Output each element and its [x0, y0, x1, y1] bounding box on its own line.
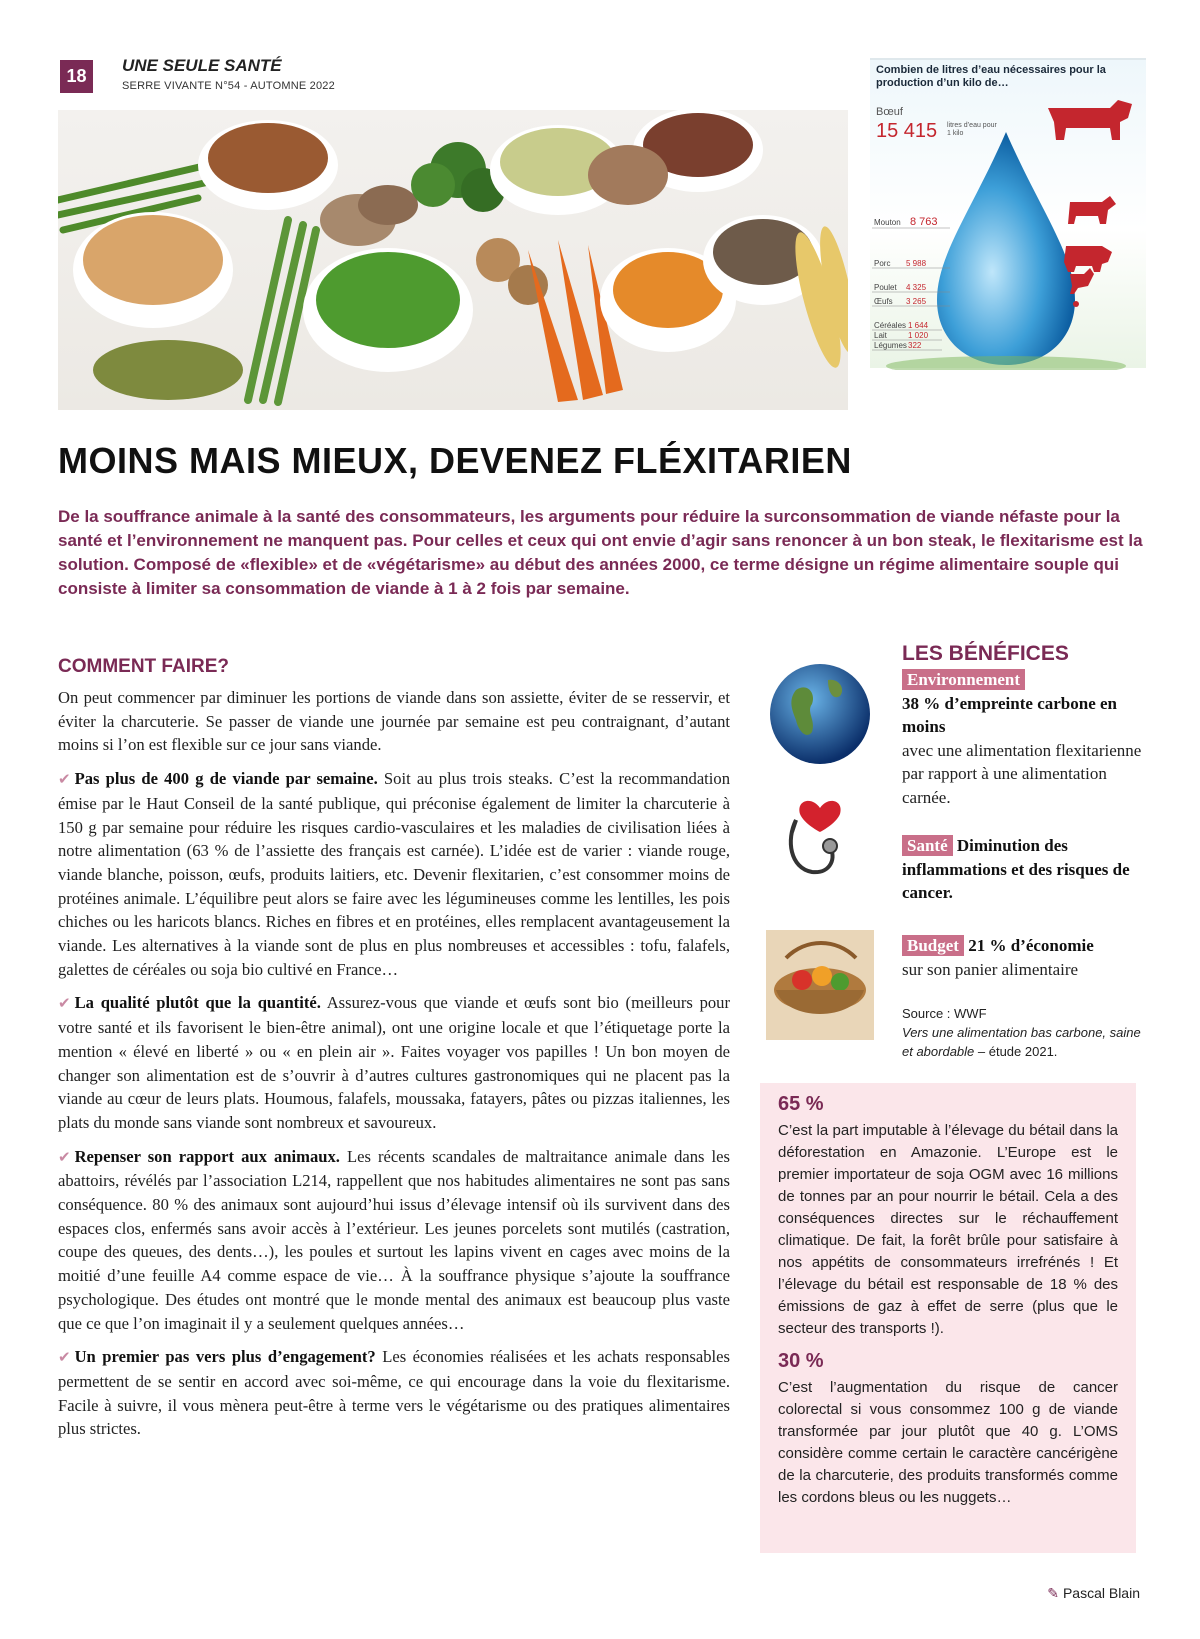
- stat-value: 65 %: [778, 1093, 824, 1115]
- infographic-title: Combien de litres d’eau nécessaires pour la production d’un kilo de…: [876, 64, 1106, 89]
- infographic-beef-label: Bœuf: [876, 106, 903, 118]
- earth-icon: [766, 660, 874, 768]
- stat-text: C’est la part imputable à l’élevage du bétail dans la déforestation en Amazonie. L’Europe est le premier importateur de soja OGM avec 16 millions de tonnes par an pour nourrir le bétail. Cela a des conséquences directes sur le réchauffement climatique. De fait, la forêt brûle pour satisfaire à nos appétits de consommateurs irrefrénés ! Et l’élevage du bétail est responsable de 18 % des émissions de gaz à effet de serre (plus que le secteur des transports !).: [778, 1122, 1118, 1337]
- infographic-beef-value: 15 415: [876, 120, 938, 142]
- benefit-budget-text: sur son panier alimentaire: [902, 959, 1079, 979]
- point-paragraph: [58, 767, 730, 981]
- infographic-value-porc: 5 988: [906, 259, 927, 268]
- pencil-icon: ✎: [1047, 1586, 1059, 1602]
- article-title: MOINS MAIS MIEUX, DEVENEZ FLÉXITARIEN: [58, 440, 852, 481]
- point-title: Repenser son rapport aux animaux.: [74, 1146, 340, 1166]
- point-paragraph: [58, 991, 730, 1134]
- rubric-title: UNE SEULE SANTÉ: [122, 56, 282, 75]
- benefit-environment: [902, 668, 1152, 809]
- author-name: Pascal Blain: [1062, 1585, 1140, 1601]
- tag-environment: Environnement: [902, 669, 1025, 690]
- point-text: Les récents scandales de maltraitance animale dans les abattoirs, révélés par l’association L214, rappellent que nos habitudes alimentaires ne sont pas sans conséquence. 80 % des animaux sont aujourd’hui issus d’élevage intensif où ils survivent dans des espaces clos, enfermés sans avoir accès à l’extérieur. Les jeunes porcelets sont mutilés (castration, coupe des queues, des dents…), les poules et surtout les lapins vivent en cages avec moins de la moitié d’une feuille A4 comme espace de vie… À la souffrance physique s’ajoute la souffrance psychologique. Des études ont montré que le monde mental des animaux est beaucoup plus vaste que ce que l’on imaginait il y a seulement quelques années…: [58, 1146, 730, 1333]
- infographic-label-legumes: Légumes: [874, 341, 907, 350]
- stat-text: C’est l’augmentation du risque de cancer colorectal si vous consommez 100 g de viande transformée par jour plutôt que 40 g. L’OMS considère comme certain le caractère cancérigène de la charcuterie, des produits transformés comme les cordons bleus ou les nuggets…: [778, 1379, 1118, 1506]
- checkmark-icon: ✔: [58, 1348, 71, 1367]
- intro-paragraph: On peut commencer par diminuer les portions de viande dans son assiette, éviter de se resservir, et éviter la charcuterie. Se passer de viande une journée par semaine est peu contraignant, d’autant moins si l’on est flexible sur ce jour sans viande.: [58, 688, 730, 755]
- source-suffix: – étude 2021.: [974, 1044, 1058, 1059]
- checkmark-icon: ✔: [58, 770, 71, 789]
- stat-value: 30 %: [778, 1350, 824, 1372]
- page-number: 18: [60, 60, 93, 93]
- point-paragraph: [58, 1345, 730, 1441]
- benefit-environment-text: avec une alimentation flexitarienne par rapport à une alimentation carnée.: [902, 740, 1142, 807]
- main-column: [58, 656, 730, 1451]
- infographic-label-oeufs: Œufs: [874, 297, 893, 306]
- infographic-value-mouton: 8 763: [910, 216, 938, 228]
- point-title: Un premier pas vers plus d’engagement?: [74, 1347, 376, 1367]
- source-label: Source : WWF: [902, 1006, 987, 1021]
- tag-health: Santé: [902, 835, 953, 856]
- infographic-value-oeufs: 3 265: [906, 297, 927, 306]
- infographic-value-cereales: 1 644: [908, 321, 929, 330]
- infographic-label-poulet: Poulet: [874, 283, 897, 292]
- benefit-budget-strong: 21 % d’économie: [968, 936, 1094, 955]
- benefits-title: LES BÉNÉFICES: [902, 642, 1069, 665]
- point-title: La qualité plutôt que la quantité.: [74, 993, 321, 1013]
- infographic-label-lait: Lait: [874, 331, 887, 340]
- infographic-label-mouton: Mouton: [874, 218, 901, 227]
- infographic-value-lait: 1 020: [908, 331, 929, 340]
- infographic-label-porc: Porc: [874, 259, 891, 268]
- source-note: [902, 1004, 1152, 1061]
- section-title: COMMENT FAIRE?: [58, 656, 229, 677]
- food-photo-illustration: [58, 110, 848, 410]
- water-infographic: [870, 58, 1146, 368]
- infographic-value-legumes: 322: [908, 341, 922, 350]
- point-text: Assurez-vous que viande et œufs sont bio (meilleurs pour votre santé et ils favorisent le bien-être animal), ont une origine locale et que l’étiquetage porte la mention « élevé en liberté » ou « en plein air ». Faites voyager vos papilles ! Un bon moyen de changer son alimentation est de s’ouvrir à d’autres cultures gastronomiques qui ne placent pas la viande au cœur de leurs plats. Houmous, falafels, moussaka, fatayers, pâtes ou pizzas italiennes, les plats du monde sans viande sont nombreux et savoureux.: [58, 993, 730, 1132]
- benefit-health: [902, 834, 1152, 905]
- checkmark-icon: ✔: [58, 1147, 71, 1166]
- point-text: Les économies réalisées et les achats responsables permettent de se sentir en accord avec soi-même, ce qui encourage dans la voie du flexitarisme. Facile à suivre, il vous mènera peut-être à terme vers le végétarisme ou des pratiques alimentaires plus strictes.: [58, 1347, 730, 1439]
- infographic-value-poulet: 4 325: [906, 283, 927, 292]
- tag-budget: Budget: [902, 935, 964, 956]
- point-title: Pas plus de 400 g de viande par semaine.: [74, 769, 378, 789]
- article-lead: De la souffrance animale à la santé des consommateurs, les arguments pour réduire la surconsommation de viande néfaste pour la santé et l’environnement ne manquent pas. Pour celles et ceux qui ont envie d’agir sans renoncer à un bon steak, le flexitarisme est la solution. Composé de «flexible» et de «végétarisme» au début des années 2000, ce terme désigne un régime alimentaire souple qui consiste à limiter sa consommation de viande à 1 à 2 fois par semaine.: [58, 507, 1143, 598]
- benefit-environment-strong: 38 % d’empreinte carbone en moins: [902, 693, 1117, 736]
- benefit-budget: [902, 934, 1152, 981]
- point-paragraph: [58, 1145, 730, 1336]
- issue-info: SERRE VIVANTE N°54 - AUTOMNE 2022: [122, 80, 335, 92]
- infographic-label-cereales: Céréales: [874, 321, 907, 330]
- checkmark-icon: ✔: [58, 994, 71, 1013]
- food-photo: [58, 110, 848, 410]
- stats-box: [760, 1083, 1136, 1553]
- infographic-unit: litres d’eau pour 1 kilo: [947, 122, 997, 137]
- author-signature: [1047, 1585, 1140, 1602]
- point-text: Soit au plus trois steaks. C’est la recommandation émise par le Haut Conseil de la santé publique, qui préconise également de limiter la charcuterie à 150 g par semaine pour réduire les risques cardio-vasculaires et les maladies de civilisation liées à notre alimentation (63 % de l’assiette des français est carnée). L’idée est de varier : viande rouge, viande blanche, poisson, œufs, produits laitiers, etc. Devenir flexitarien, c’est consommer moins de protéines animale. L’équilibre peut alors se faire avec les légumineuses comme les lentilles, les pois chiches ou les haricots blancs. Riches en fibres et en protéines, elles remplacent avantageusement la viande. Les alternatives à la viande sont de plus en plus nombreuses et accessibles : tofu, falafels, galettes de céréales ou soja bio cultivé en France…: [58, 769, 730, 979]
- source-ref: Vers une alimentation bas carbone, saine et abordable: [902, 1025, 1141, 1059]
- basket-icon: [766, 930, 874, 1040]
- benefit-health-strong: Diminution des inflammations et des risques de cancer.: [902, 836, 1130, 902]
- stethoscope-icon: [766, 780, 874, 888]
